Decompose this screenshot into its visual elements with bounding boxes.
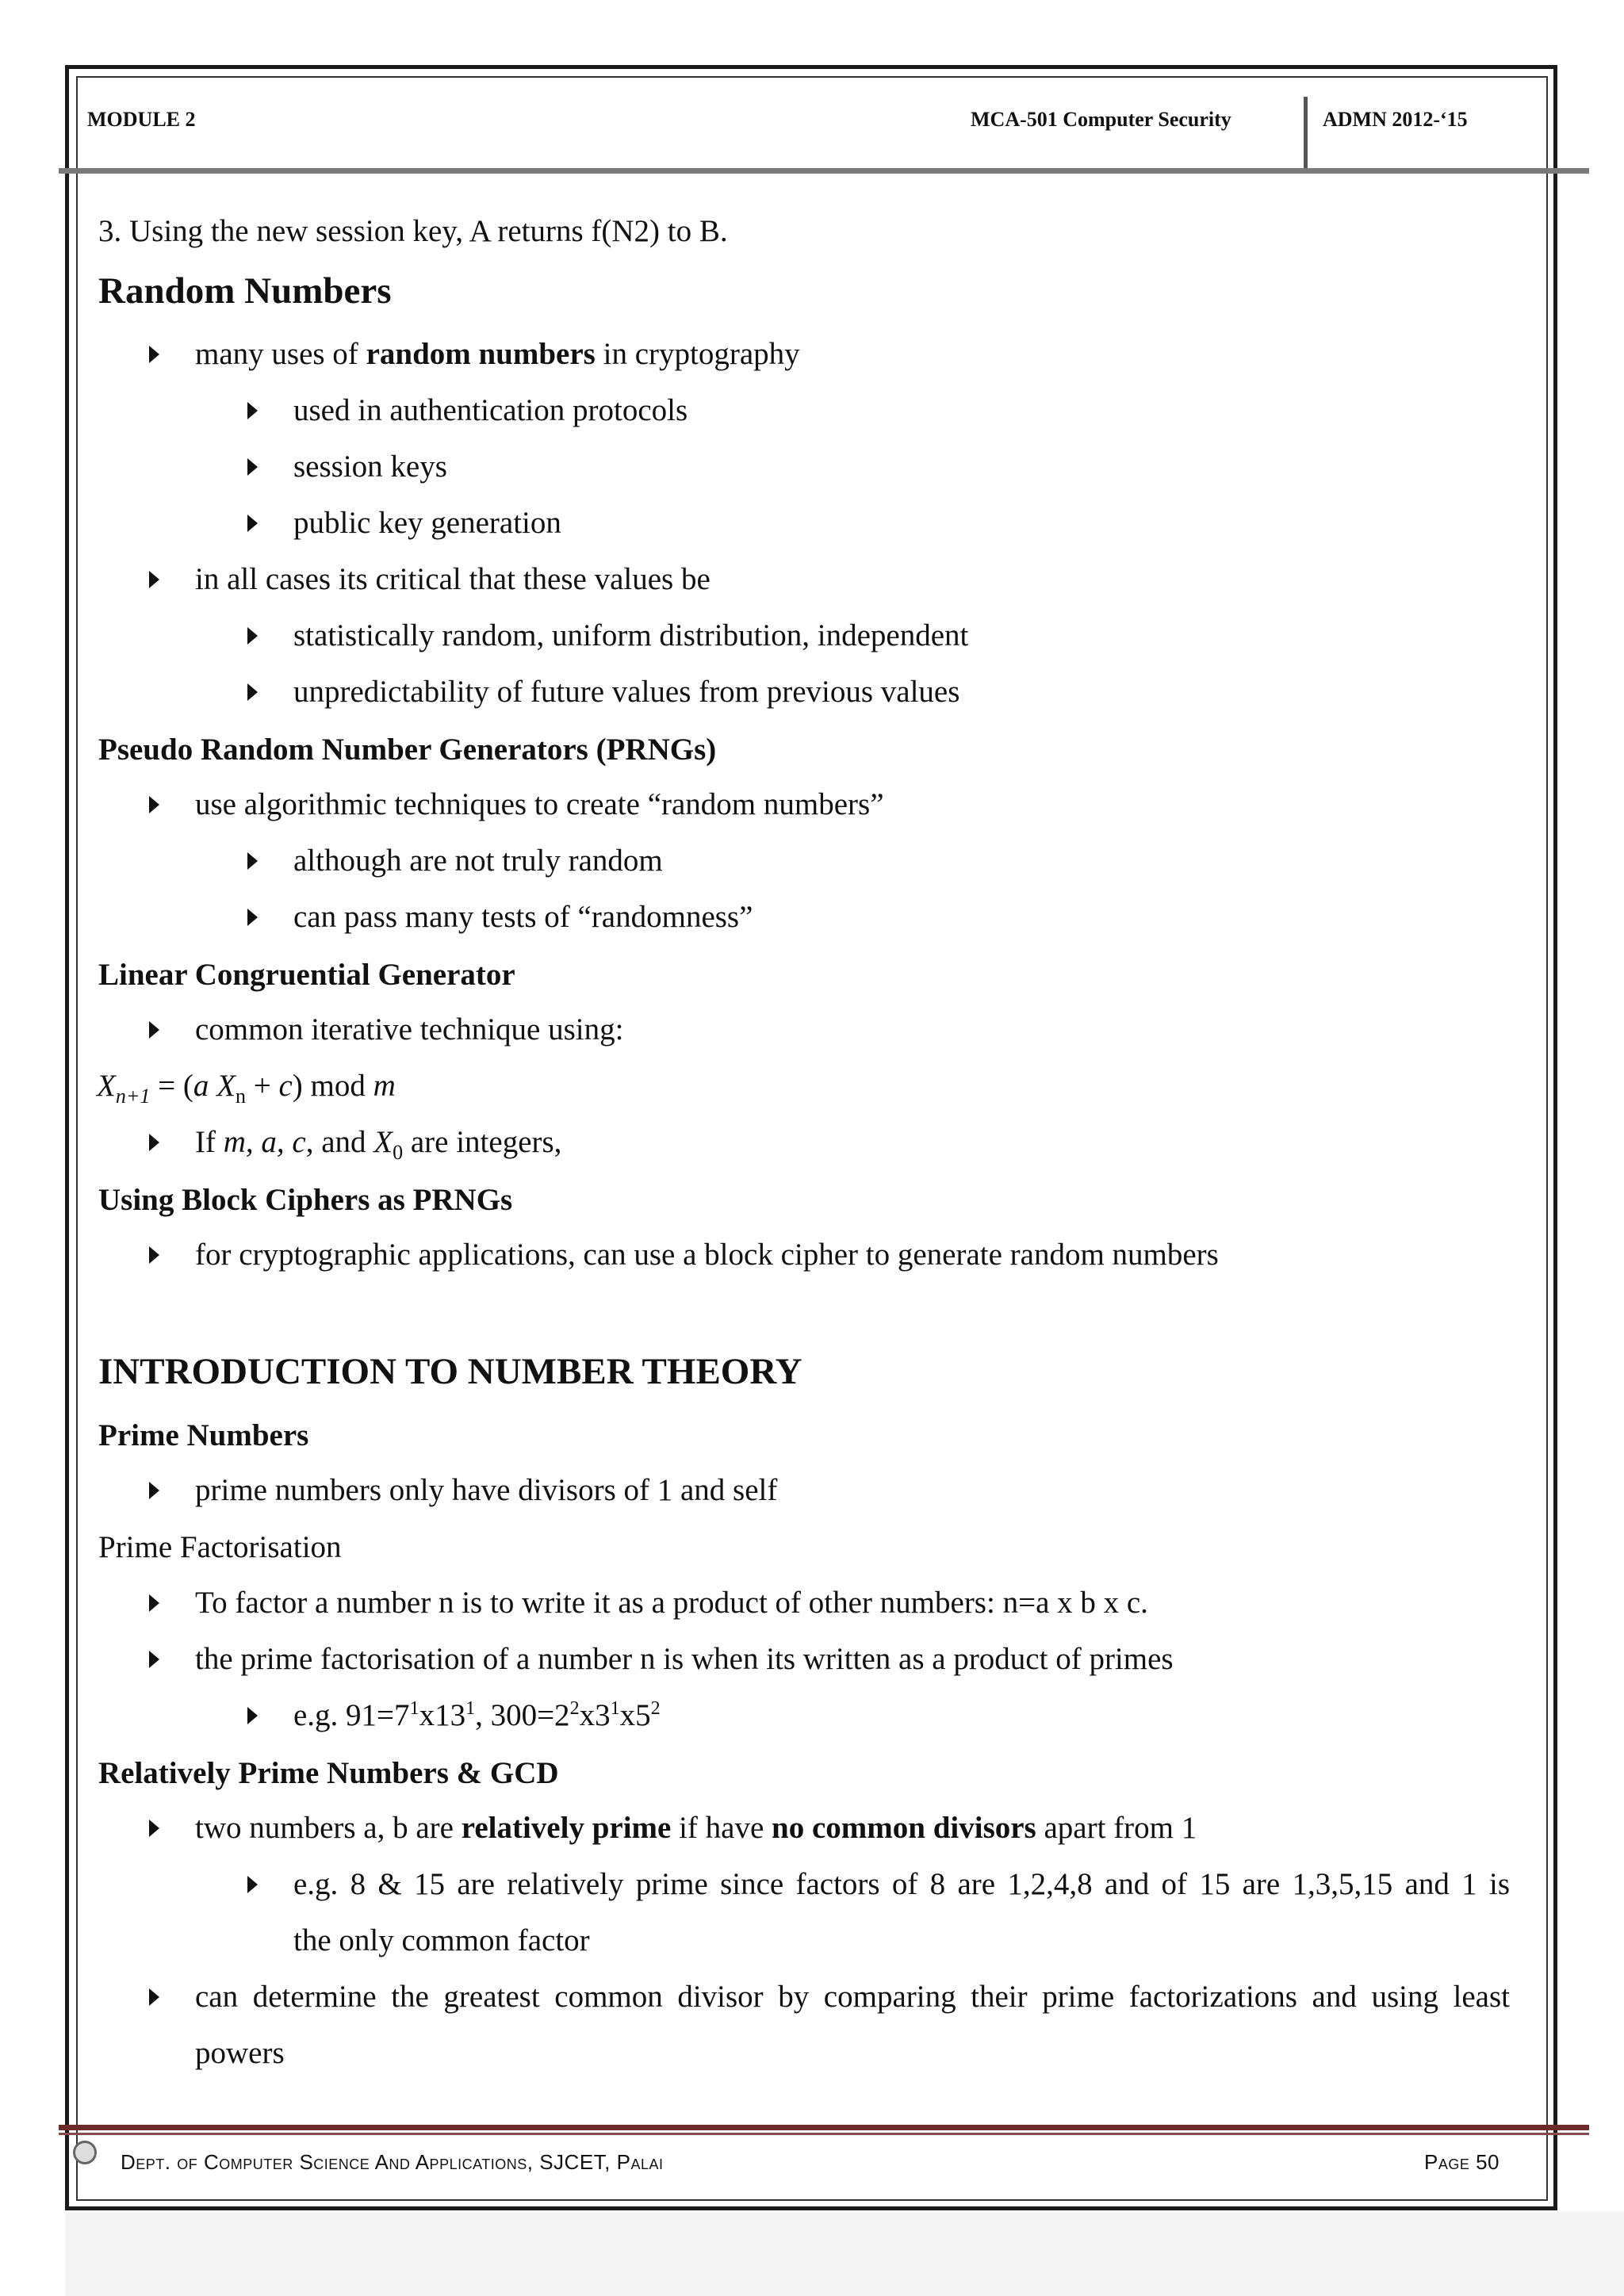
bullet-icon	[247, 909, 258, 926]
lcg-formula: $X_{n+1} = (a$ $X_n + c$) mod m	[97, 1069, 396, 1108]
bullet-icon	[149, 571, 159, 588]
intro-line: 3. Using the new session key, A returns f(N2) to B.	[98, 214, 728, 248]
list-item: can determine the greatest common divisor by comparing their prime factorizations and using least	[195, 1980, 1510, 2014]
list-item: the prime factorisation of a number n is when its written as a product of primes	[195, 1642, 1174, 1676]
bullet-icon	[149, 1482, 159, 1499]
bullet-icon	[149, 1021, 159, 1039]
bullet-icon	[149, 1594, 159, 1612]
list-item: two numbers a, b are relatively prime if have no common divisors apart from 1	[195, 1811, 1197, 1845]
college-logo-icon	[73, 2141, 97, 2164]
list-item-continuation: the only common factor	[293, 1923, 590, 1957]
bullet-icon	[247, 683, 258, 701]
list-item: session keys	[293, 450, 447, 484]
header-module: MODULE 2	[87, 108, 196, 131]
page-margin-bottom	[65, 2212, 1624, 2296]
list-item: e.g. $91=7^1x13^1$, $300=2^2x3^1x5^2$	[293, 1698, 661, 1732]
heading-prime-numbers: Prime Numbers	[98, 1418, 309, 1452]
bullet-icon	[247, 852, 258, 870]
header-divider	[1304, 97, 1308, 170]
bullet-icon	[149, 796, 159, 813]
list-item: unpredictability of future values from previous values	[293, 675, 960, 709]
list-item: To factor a number n is to write it as a product of other numbers: n=a x b x c.	[195, 1586, 1148, 1620]
bullet-icon	[149, 1988, 159, 2006]
list-item: public key generation	[293, 506, 561, 540]
bullet-icon	[247, 458, 258, 476]
list-item: can pass many tests of “randomness”	[293, 900, 753, 934]
prime-factorisation-label: Prime Factorisation	[98, 1530, 342, 1564]
heading-prng: Pseudo Random Number Generators (PRNGs)	[98, 733, 717, 767]
bullet-icon	[247, 515, 258, 532]
list-item: e.g. 8 & 15 are relatively prime since factors of 8 are 1,2,4,8 and of 15 are 1,3,5,15 and 1 is	[293, 1867, 1510, 1901]
heading-number-theory: INTRODUCTION TO NUMBER THEORY	[98, 1351, 802, 1392]
footer-rule	[59, 2125, 1589, 2130]
bullet-icon	[247, 1876, 258, 1893]
header-rule	[59, 168, 1589, 174]
list-item: use algorithmic techniques to create “random numbers”	[195, 787, 884, 821]
footer-department: Dept. of Computer Science And Applications, SJCET, Palai	[121, 2150, 664, 2174]
list-item: common iterative technique using:	[195, 1012, 624, 1047]
list-item: used in authentication protocols	[293, 393, 688, 427]
bullet-icon	[149, 1820, 159, 1837]
footer-rule-thin	[59, 2133, 1589, 2135]
list-item: in all cases its critical that these values be	[195, 562, 710, 596]
list-item: for cryptographic applications, can use a block cipher to generate random numbers	[195, 1238, 1219, 1272]
bullet-icon	[149, 346, 159, 363]
bullet-icon	[247, 402, 258, 419]
list-item: If m, a, c, and $X_0$ are integers,	[195, 1125, 562, 1164]
bullet-icon	[149, 1134, 159, 1151]
bullet-icon	[247, 627, 258, 645]
header-admission: ADMN 2012-‘15	[1323, 108, 1468, 131]
heading-relatively-prime: Relatively Prime Numbers & GCD	[98, 1756, 559, 1790]
list-item: prime numbers only have divisors of 1 and self	[195, 1473, 778, 1507]
list-item-continuation: powers	[195, 2036, 285, 2070]
heading-lcg: Linear Congruential Generator	[98, 958, 515, 992]
list-item: statistically random, uniform distribution, independent	[293, 618, 969, 652]
bullet-icon	[149, 1246, 159, 1264]
footer-page-number: Page 50	[1424, 2150, 1500, 2174]
list-item: although are not truly random	[293, 844, 663, 878]
bullet-icon	[149, 1651, 159, 1668]
header-course: MCA-501 Computer Security	[971, 108, 1231, 131]
heading-block-ciphers: Using Block Ciphers as PRNGs	[98, 1183, 513, 1217]
bullet-icon	[247, 1707, 258, 1724]
list-item: many uses of random numbers in cryptography	[195, 337, 800, 371]
heading-random-numbers: Random Numbers	[98, 270, 392, 312]
